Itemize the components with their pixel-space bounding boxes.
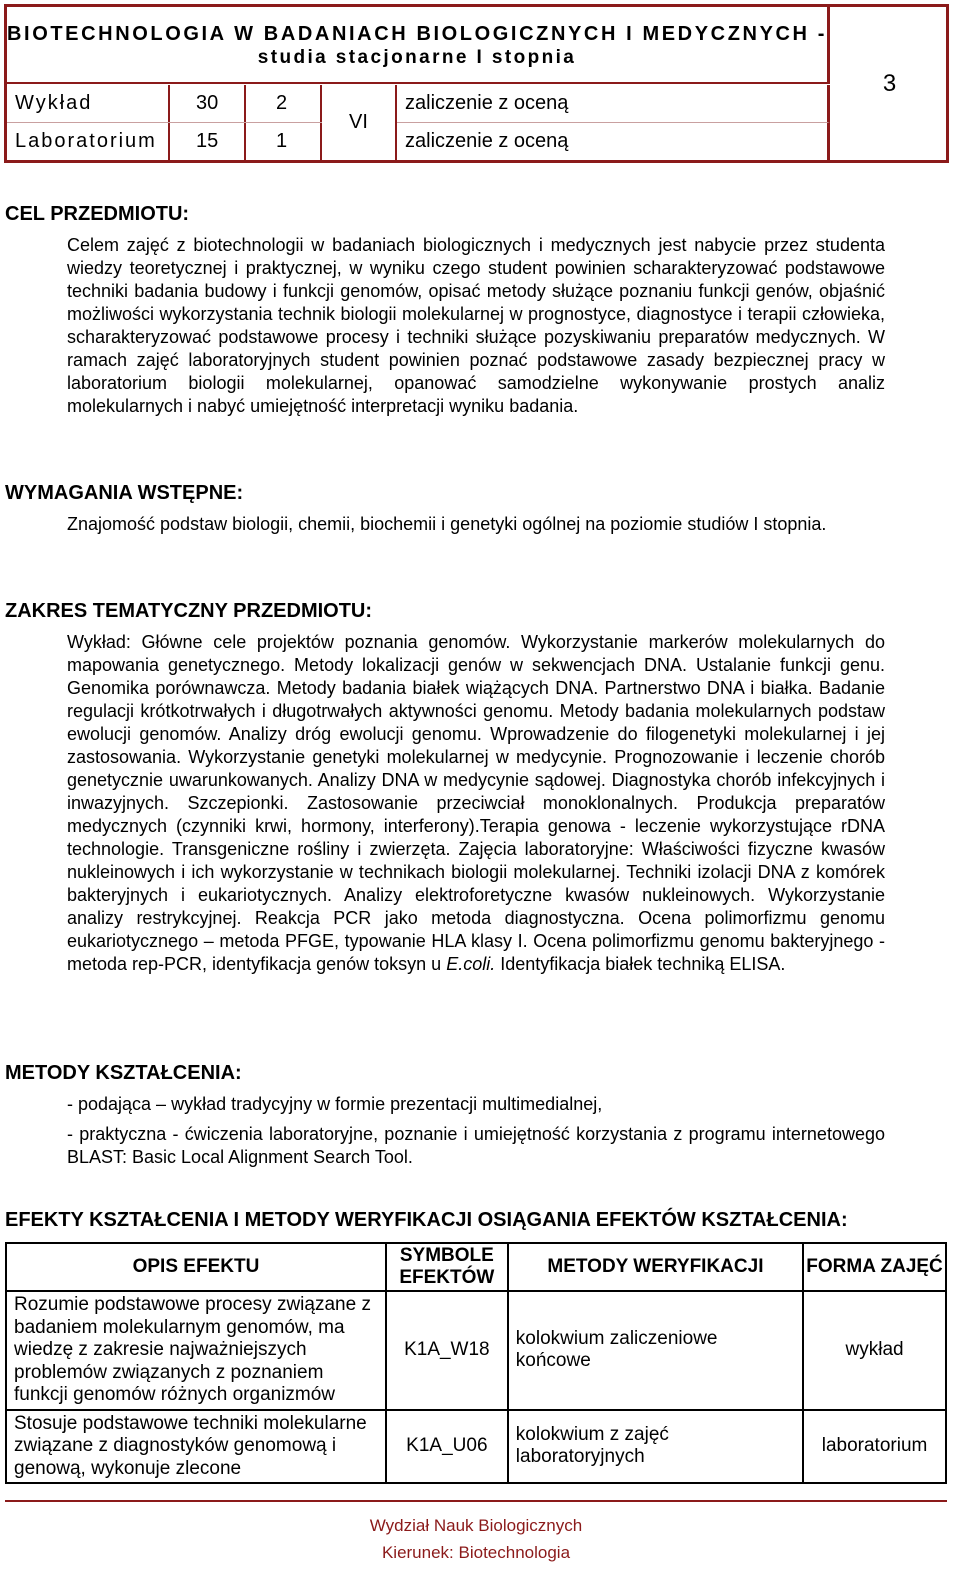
section-heading-scope: ZAKRES TEMATYCZNY PRZEDMIOTU: — [5, 600, 373, 622]
hours: 30 — [170, 85, 246, 122]
assessment: zaliczenie z oceną — [405, 130, 569, 152]
outcome-symbol: K1A_W18 — [386, 1291, 508, 1410]
scope-text-italic: E.coli. — [446, 954, 496, 974]
course-title — [7, 7, 830, 84]
column-header: OPIS EFEKTU — [6, 1243, 386, 1291]
footer-field: Kierunek: Biotechnologia — [381, 1543, 571, 1562]
course-header — [4, 4, 949, 163]
verification-method: kolokwium zaliczeniowe końcowe — [508, 1291, 803, 1410]
column-header: SYMBOLE EFEKTÓW — [386, 1243, 508, 1291]
column-header: FORMA ZAJĘĆ — [803, 1243, 946, 1291]
hours: 15 — [170, 123, 246, 160]
section-heading-requirements: WYMAGANIA WSTĘPNE: — [5, 482, 244, 504]
outcome-description: Stosuje podstawowe techniki molekularne związane z diagnostyków genomową i genową, wykonuje zlecone — [6, 1410, 386, 1484]
form-name: Laboratorium — [7, 123, 170, 160]
goal-text: Celem zajęć z biotechnologii w badaniach biologicznych i medycznych jest nabycie przez studenta wiedzy teoretycznej i praktycznej, w wyniku czego student powinien scharakteryzować podstawowe techniki badania budowy i funkcji genomów, opisać metody służące poznaniu funkcji genów, objaśnić możliwości wykorzystania technik biologii molekularnej w prognostyce, diagnostyce i terapii człowieka, scharakteryzować podstawowe procesy i techniki służące pozyskiwaniu preparatów medycznych. W ramach zajęć laboratoryjnych student powinien poznać podstawowe zasady bezpiecznej pracy w laboratorium biologii molekularnej, opanować samodzielne wykonywanie prostych analiz molekularnych i nabyć umiejętność interpretacji wyniku badania. — [67, 235, 885, 416]
section-heading-goal: CEL PRZEDMIOTU: — [5, 203, 190, 225]
header-row-lab — [7, 123, 830, 160]
table-row — [6, 1291, 946, 1410]
outcome-symbol: K1A_U06 — [386, 1410, 508, 1484]
table-row — [6, 1410, 946, 1484]
verification-method: kolokwium z zajęć laboratoryjnych — [508, 1410, 803, 1484]
requirements-text: Znajomość podstaw biologii, chemii, biochemii i genetyki ogólnej na poziomie studiów I stopnia. — [67, 514, 827, 534]
scope-text-part2: Identyfikacja białek techniką ELISA. — [495, 954, 786, 974]
footer-faculty: Wydział Nauk Biologicznych — [369, 1516, 583, 1535]
ects-points: 3 — [882, 69, 897, 97]
scope-text-part1: Wykład: Główne cele projektów poznania genomów. Wykorzystanie markerów molekularnych do mapowania genetycznego. Metody lokalizacji genów w sekwencjach DNA. Ustalanie funkcji genu. Genomika porównawcza. Metody badania białek wiążących DNA. Partnerstwo DNA i białka. Badanie regulacji krótkotrwałych i długotrwałych aktywności genomu. Metody badania molekularnych podstaw ewolucji genomów. Analizy dróg ewolucji genomu. Wprowadzenie do filogenetyki molekularnej i jej zastosowania. Wykorzystanie genetyki molekularnej w medycynie. Prognozowanie i leczenie chorób genetycznie uwarunkowanych. Analizy DNA w medycynie sądowej. Diagnostyka chorób infekcyjnych i inwazyjnych. Szczepionki. Zastosowanie przeciwciał monoklonalnych. Produkcja preparatów medycznych (czynniki krwi, hormony, interferony).Terapia genowa - leczenie wykorzystujące rDNA technologie. Transgeniczne rośliny i zwierzęta. Zajęcia laboratoryjne: Właściwości fizyczne kwasów nukleinowych i ich wykorzystanie w technikach biologii molekularnej. Techniki izolacji DNA z komórek bakteryjnych i eukariotycznych. Analizy elektroforetyczne kwasów nukleinowych. Wykorzystanie analizy restrykcyjnej. Reakcja PCR jako metoda diagnostyczna. Ocena polimorfizmu genomu eukariotycznego – metoda PFGE, typowanie HLA klasy I. Ocena polimorfizmu genomu bakteryjnego - metoda rep-PCR, identyfikacja genów toksyn u — [67, 632, 885, 974]
methods-item-1: - podająca – wykład tradycyjny w formie prezentacji multimedialnej, — [67, 1094, 603, 1114]
points: 2 — [246, 85, 322, 122]
table-header-row — [6, 1243, 946, 1291]
class-form: wykład — [803, 1291, 946, 1410]
assessment: zaliczenie z oceną — [405, 92, 569, 114]
outcomes-table — [5, 1242, 947, 1484]
course-title-line2: studia stacjonarne I stopnia — [257, 47, 577, 68]
class-form: laboratorium — [803, 1410, 946, 1484]
points: 1 — [246, 123, 322, 160]
outcome-description: Rozumie podstawowe procesy związane z badaniem molekularnym genomów, ma wiedzę z zakresie najważniejszych problemów związanych z poznaniem funkcji genomów różnych organizmów — [6, 1291, 386, 1410]
section-heading-outcomes: EFEKTY KSZTAŁCENIA I METODY WERYFIKACJI OSIĄGANIA EFEKTÓW KSZTAŁCENIA: — [5, 1209, 848, 1231]
section-heading-methods: METODY KSZTAŁCENIA: — [5, 1062, 242, 1084]
scope-text — [67, 631, 885, 976]
header-row-lecture — [7, 85, 830, 123]
semester: VI — [322, 85, 397, 160]
column-header: METODY WERYFIKACJI — [508, 1243, 803, 1291]
methods-item-2: - praktyczna - ćwiczenia laboratoryjne, poznanie i umiejętność korzystania z programu internetowego BLAST: Basic Local Alignment Search Tool. — [67, 1124, 885, 1167]
footer-divider — [5, 1500, 947, 1502]
form-name: Wykład — [7, 85, 170, 122]
course-title-line1: BIOTECHNOLOGIA W BADANIACH BIOLOGICZNYCH I MEDYCZNYCH - — [7, 23, 828, 45]
